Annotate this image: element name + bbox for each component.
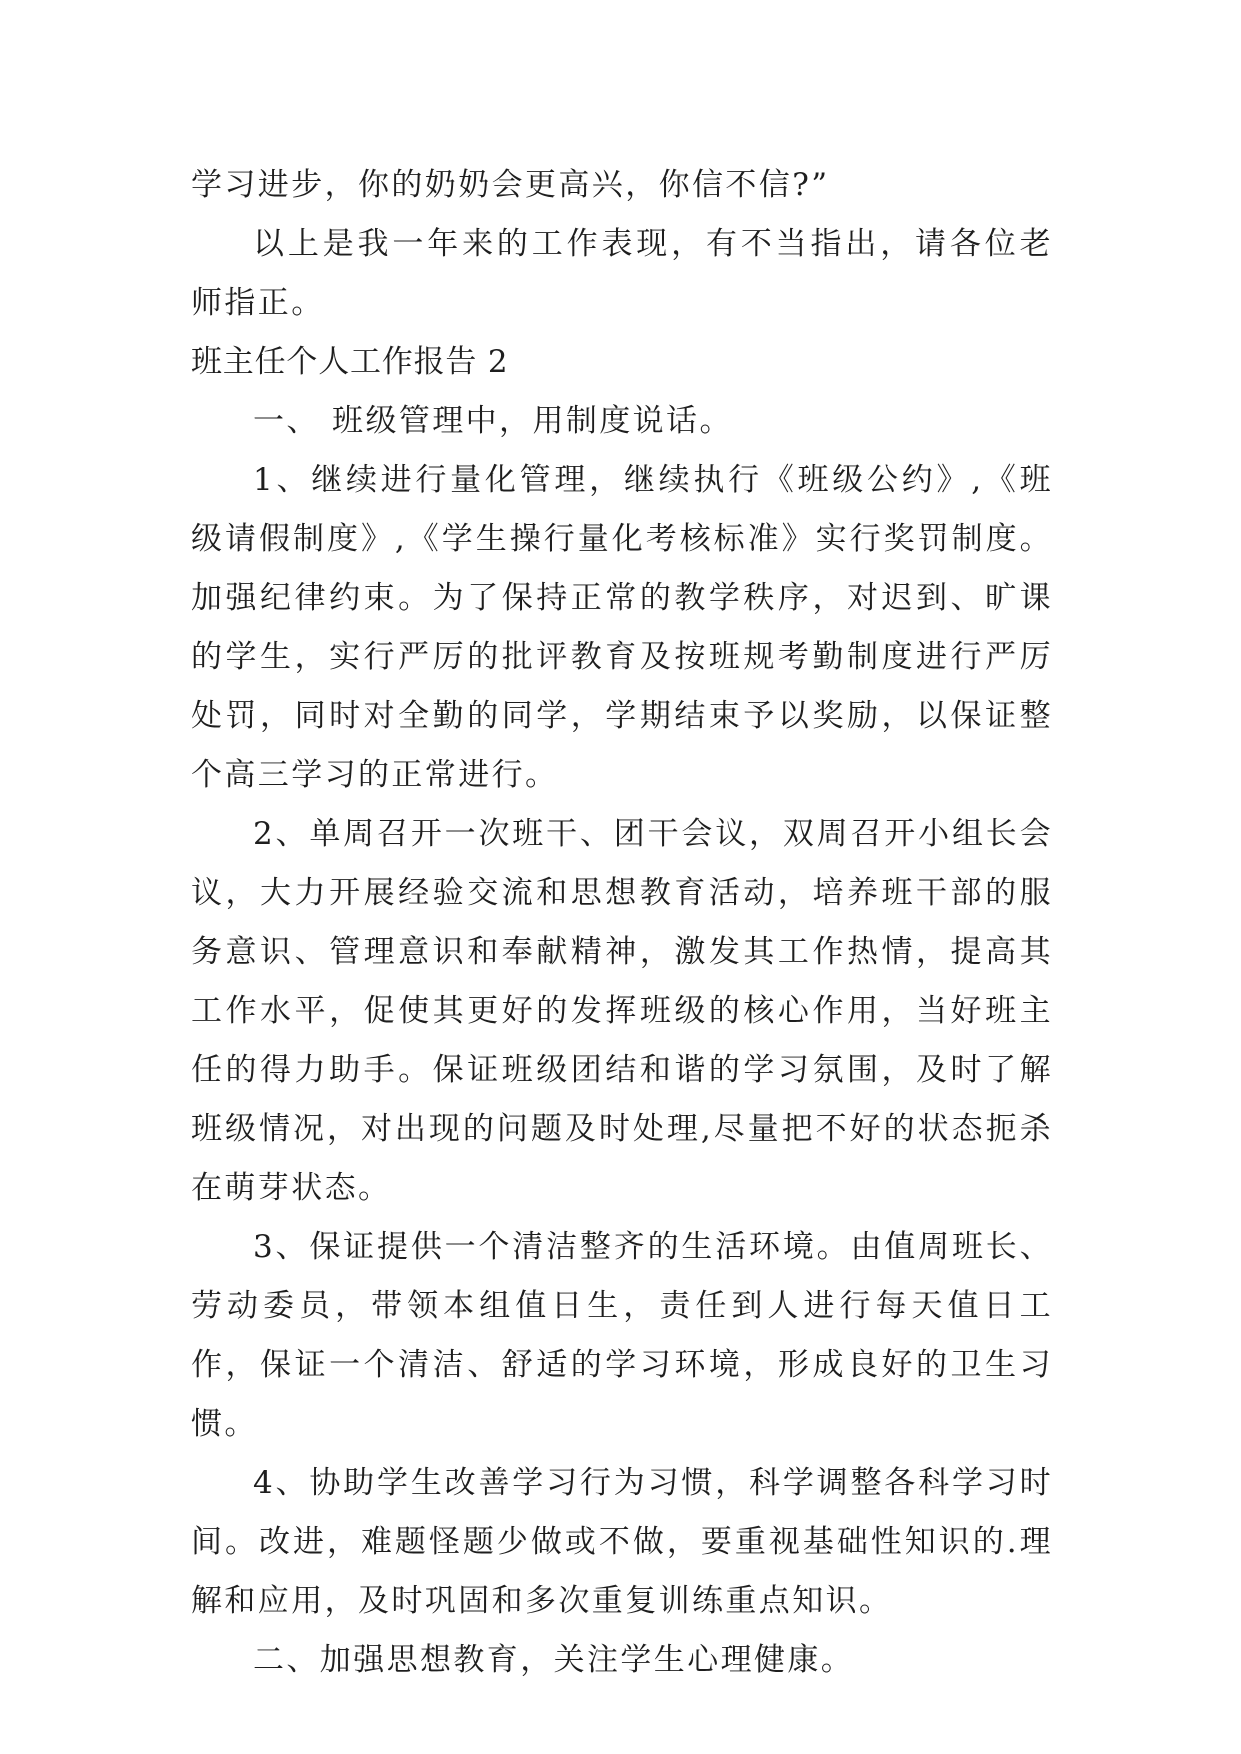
section-heading-1: 一、 班级管理中，用制度说话。 <box>253 403 733 439</box>
paragraph-item-3: 3、保证提供一个清洁整齐的生活环境。由值周班长、劳动委员，带领本组值日生，责任到人进行每天值日工作，保证一个清洁、舒适的学习环境，形成良好的卫生习惯。 <box>191 1229 1053 1442</box>
paragraph-item-2: 2、单周召开一次班干、团干会议，双周召开小组长会议，大力开展经验交流和思想教育活动，培养班干部的服务意识、管理意识和奉献精神，激发其工作热情，提高其工作水平，促使其更好的发挥班级的核心作用，当好班主任的得力助手。保证班级团结和谐的学习氛围，及时了解班级情况，对出现的问题及时处理,尽量把不好的状态扼杀在萌芽状态。 <box>191 816 1053 1206</box>
paragraph-closing: 以上是我一年来的工作表现，有不当指出，请各位老师指正。 <box>191 226 1053 321</box>
paragraph-continuation: 学习进步，你的奶奶会更高兴，你信不信?” <box>191 167 830 203</box>
section-heading-2: 二、加强思想教育，关注学生心理健康。 <box>253 1642 855 1678</box>
paragraph-item-4: 4、协助学生改善学习行为习惯，科学调整各科学习时间。改进，难题怪题少做或不做，要重视基础性知识的.理解和应用，及时巩固和多次重复训练重点知识。 <box>191 1465 1053 1619</box>
paragraph-item-1: 1、继续进行量化管理，继续执行《班级公约》,《班级请假制度》,《学生操行量化考核标准》实行奖罚制度。加强纪律约束。为了保持正常的教学秩序，对迟到、旷课的学生，实行严厉的批评教育及按班规考勤制度进行严厉处罚，同时对全勤的同学，学期结束予以奖励，以保证整个高三学习的正常进行。 <box>191 462 1053 793</box>
document-body <box>191 156 1053 1690</box>
section-title: 班主任个人工作报告 2 <box>191 344 509 380</box>
